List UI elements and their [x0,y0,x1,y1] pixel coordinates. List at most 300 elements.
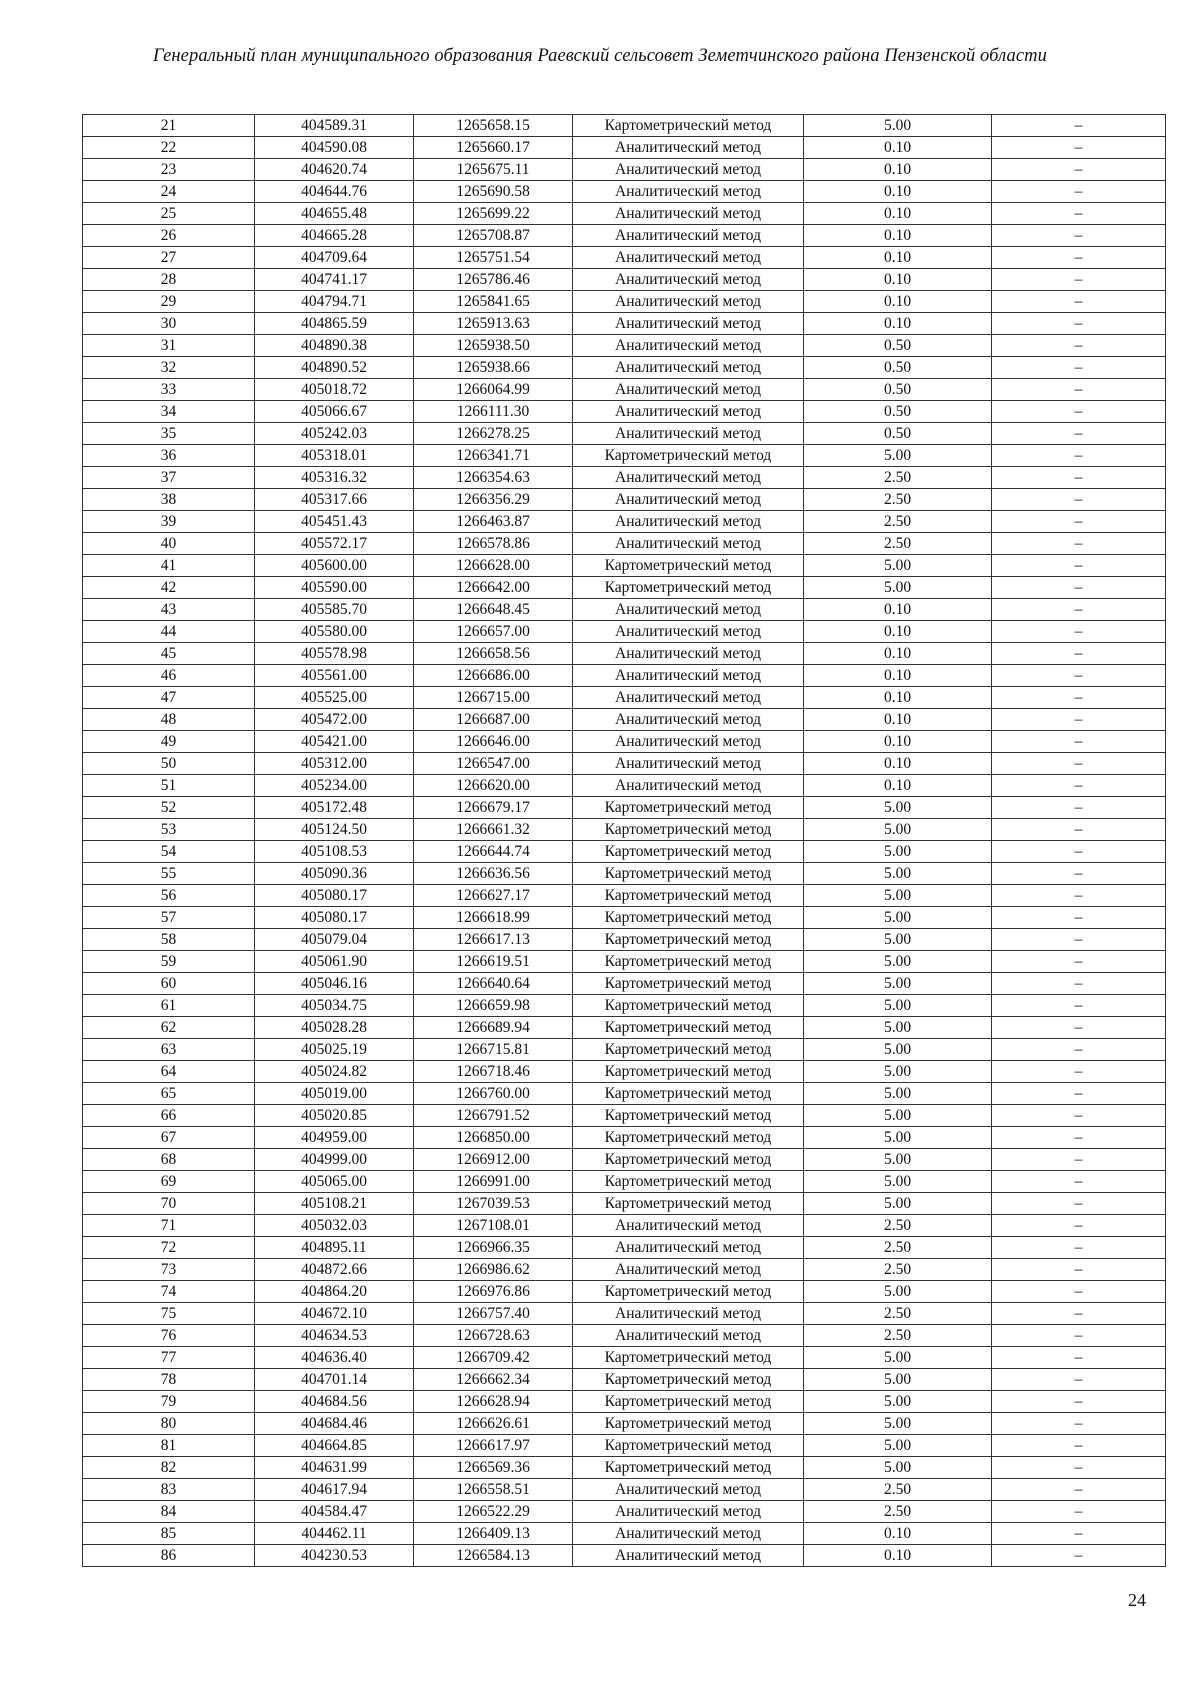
method-cell: Аналитический метод [573,313,804,335]
method-cell: Картометрический метод [573,1435,804,1457]
table-row [83,247,1166,269]
table-row [83,423,1166,445]
x-coordinate-cell: 405572.17 [255,533,414,555]
method-cell: Картометрический метод [573,1039,804,1061]
note-cell: – [992,357,1166,379]
accuracy-cell: 0.10 [804,731,992,753]
table-body [83,115,1166,1567]
method-cell: Аналитический метод [573,181,804,203]
note-cell: – [992,335,1166,357]
y-coordinate-cell: 1266687.00 [414,709,573,731]
point-number-cell: 33 [83,379,255,401]
method-cell: Аналитический метод [573,687,804,709]
table-row [83,1413,1166,1435]
method-cell: Картометрический метод [573,1369,804,1391]
y-coordinate-cell: 1266640.64 [414,973,573,995]
point-number-cell: 26 [83,225,255,247]
point-number-cell: 50 [83,753,255,775]
y-coordinate-cell: 1266986.62 [414,1259,573,1281]
note-cell: – [992,1435,1166,1457]
method-cell: Картометрический метод [573,885,804,907]
point-number-cell: 77 [83,1347,255,1369]
table-row [83,1545,1166,1567]
x-coordinate-cell: 405234.00 [255,775,414,797]
table-row [83,1017,1166,1039]
table-row [83,1237,1166,1259]
y-coordinate-cell: 1266626.61 [414,1413,573,1435]
note-cell: – [992,1171,1166,1193]
y-coordinate-cell: 1266522.29 [414,1501,573,1523]
y-coordinate-cell: 1265675.11 [414,159,573,181]
note-cell: – [992,973,1166,995]
accuracy-cell: 5.00 [804,1457,992,1479]
x-coordinate-cell: 404864.20 [255,1281,414,1303]
table-row [83,863,1166,885]
note-cell: – [992,819,1166,841]
method-cell: Картометрический метод [573,797,804,819]
table-row [83,291,1166,313]
accuracy-cell: 0.10 [804,1545,992,1567]
accuracy-cell: 0.10 [804,643,992,665]
y-coordinate-cell: 1266111.30 [414,401,573,423]
note-cell: – [992,555,1166,577]
note-cell: – [992,313,1166,335]
x-coordinate-cell: 405032.03 [255,1215,414,1237]
accuracy-cell: 5.00 [804,555,992,577]
accuracy-cell: 5.00 [804,973,992,995]
method-cell: Аналитический метод [573,1523,804,1545]
note-cell: – [992,841,1166,863]
y-coordinate-cell: 1265841.65 [414,291,573,313]
method-cell: Аналитический метод [573,1545,804,1567]
accuracy-cell: 0.10 [804,137,992,159]
note-cell: – [992,1479,1166,1501]
point-number-cell: 44 [83,621,255,643]
y-coordinate-cell: 1266619.51 [414,951,573,973]
x-coordinate-cell: 405316.32 [255,467,414,489]
table-row [83,907,1166,929]
table-row [83,1347,1166,1369]
y-coordinate-cell: 1266547.00 [414,753,573,775]
accuracy-cell: 2.50 [804,1501,992,1523]
note-cell: – [992,995,1166,1017]
table-row [83,489,1166,511]
point-number-cell: 35 [83,423,255,445]
table-row [83,1523,1166,1545]
accuracy-cell: 5.00 [804,907,992,929]
point-number-cell: 62 [83,1017,255,1039]
method-cell: Аналитический метод [573,1259,804,1281]
point-number-cell: 59 [83,951,255,973]
table-row [83,577,1166,599]
note-cell: – [992,1303,1166,1325]
method-cell: Аналитический метод [573,511,804,533]
accuracy-cell: 5.00 [804,1017,992,1039]
x-coordinate-cell: 404794.71 [255,291,414,313]
accuracy-cell: 5.00 [804,1193,992,1215]
note-cell: – [992,1259,1166,1281]
table-row [83,203,1166,225]
table-row [83,1127,1166,1149]
method-cell: Картометрический метод [573,863,804,885]
y-coordinate-cell: 1266636.56 [414,863,573,885]
accuracy-cell: 0.10 [804,665,992,687]
x-coordinate-cell: 405312.00 [255,753,414,775]
note-cell: – [992,467,1166,489]
accuracy-cell: 2.50 [804,1237,992,1259]
x-coordinate-cell: 405019.00 [255,1083,414,1105]
note-cell: – [992,1039,1166,1061]
accuracy-cell: 0.10 [804,599,992,621]
x-coordinate-cell: 404655.48 [255,203,414,225]
accuracy-cell: 2.50 [804,1259,992,1281]
y-coordinate-cell: 1265699.22 [414,203,573,225]
method-cell: Аналитический метод [573,467,804,489]
y-coordinate-cell: 1266356.29 [414,489,573,511]
point-number-cell: 51 [83,775,255,797]
point-number-cell: 73 [83,1259,255,1281]
note-cell: – [992,1413,1166,1435]
table-row [83,643,1166,665]
y-coordinate-cell: 1266618.99 [414,907,573,929]
note-cell: – [992,929,1166,951]
note-cell: – [992,445,1166,467]
note-cell: – [992,797,1166,819]
coordinates-table [82,114,1166,1567]
x-coordinate-cell: 405034.75 [255,995,414,1017]
x-coordinate-cell: 405561.00 [255,665,414,687]
note-cell: – [992,1347,1166,1369]
y-coordinate-cell: 1266976.86 [414,1281,573,1303]
point-number-cell: 65 [83,1083,255,1105]
y-coordinate-cell: 1266912.00 [414,1149,573,1171]
method-cell: Аналитический метод [573,137,804,159]
page-number: 24 [1128,1590,1146,1610]
note-cell: – [992,577,1166,599]
note-cell: – [992,753,1166,775]
point-number-cell: 22 [83,137,255,159]
note-cell: – [992,137,1166,159]
accuracy-cell: 5.00 [804,445,992,467]
x-coordinate-cell: 405242.03 [255,423,414,445]
x-coordinate-cell: 404890.38 [255,335,414,357]
method-cell: Аналитический метод [573,489,804,511]
method-cell: Аналитический метод [573,269,804,291]
point-number-cell: 54 [83,841,255,863]
accuracy-cell: 0.50 [804,379,992,401]
point-number-cell: 63 [83,1039,255,1061]
method-cell: Картометрический метод [573,1347,804,1369]
y-coordinate-cell: 1265660.17 [414,137,573,159]
point-number-cell: 69 [83,1171,255,1193]
table-row [83,159,1166,181]
accuracy-cell: 2.50 [804,1325,992,1347]
point-number-cell: 37 [83,467,255,489]
table-row [83,137,1166,159]
y-coordinate-cell: 1266728.63 [414,1325,573,1347]
table-row [83,929,1166,951]
table-row [83,621,1166,643]
note-cell: – [992,379,1166,401]
accuracy-cell: 5.00 [804,819,992,841]
note-cell: – [992,247,1166,269]
note-cell: – [992,1501,1166,1523]
method-cell: Картометрический метод [573,995,804,1017]
table-row [83,357,1166,379]
note-cell: – [992,643,1166,665]
point-number-cell: 23 [83,159,255,181]
point-number-cell: 21 [83,115,255,137]
point-number-cell: 49 [83,731,255,753]
table-row [83,313,1166,335]
note-cell: – [992,159,1166,181]
table-row [83,533,1166,555]
x-coordinate-cell: 405061.90 [255,951,414,973]
accuracy-cell: 0.10 [804,269,992,291]
y-coordinate-cell: 1265913.63 [414,313,573,335]
y-coordinate-cell: 1266661.32 [414,819,573,841]
x-coordinate-cell: 405318.01 [255,445,414,467]
method-cell: Аналитический метод [573,225,804,247]
point-number-cell: 72 [83,1237,255,1259]
accuracy-cell: 5.00 [804,1105,992,1127]
table-row [83,1435,1166,1457]
table-row [83,555,1166,577]
accuracy-cell: 5.00 [804,1435,992,1457]
accuracy-cell: 2.50 [804,1303,992,1325]
note-cell: – [992,1325,1166,1347]
x-coordinate-cell: 405079.04 [255,929,414,951]
point-number-cell: 43 [83,599,255,621]
y-coordinate-cell: 1266644.74 [414,841,573,863]
table-row [83,951,1166,973]
y-coordinate-cell: 1266646.00 [414,731,573,753]
note-cell: – [992,1545,1166,1567]
method-cell: Картометрический метод [573,973,804,995]
y-coordinate-cell: 1266584.13 [414,1545,573,1567]
note-cell: – [992,1281,1166,1303]
table-row [83,995,1166,1017]
table-row [83,1083,1166,1105]
method-cell: Картометрический метод [573,1413,804,1435]
accuracy-cell: 0.10 [804,159,992,181]
note-cell: – [992,1391,1166,1413]
x-coordinate-cell: 405317.66 [255,489,414,511]
x-coordinate-cell: 405472.00 [255,709,414,731]
method-cell: Аналитический метод [573,291,804,313]
note-cell: – [992,863,1166,885]
note-cell: – [992,291,1166,313]
x-coordinate-cell: 405421.00 [255,731,414,753]
note-cell: – [992,1215,1166,1237]
accuracy-cell: 0.10 [804,1523,992,1545]
point-number-cell: 29 [83,291,255,313]
method-cell: Картометрический метод [573,577,804,599]
note-cell: – [992,885,1166,907]
y-coordinate-cell: 1266642.00 [414,577,573,599]
note-cell: – [992,1523,1166,1545]
table-row [83,1391,1166,1413]
accuracy-cell: 5.00 [804,577,992,599]
table-row [83,467,1166,489]
y-coordinate-cell: 1265708.87 [414,225,573,247]
x-coordinate-cell: 405580.00 [255,621,414,643]
y-coordinate-cell: 1266715.00 [414,687,573,709]
y-coordinate-cell: 1266558.51 [414,1479,573,1501]
y-coordinate-cell: 1266064.99 [414,379,573,401]
table-row [83,181,1166,203]
y-coordinate-cell: 1266628.00 [414,555,573,577]
note-cell: – [992,533,1166,555]
table-row [83,1457,1166,1479]
y-coordinate-cell: 1266278.25 [414,423,573,445]
method-cell: Аналитический метод [573,423,804,445]
point-number-cell: 28 [83,269,255,291]
method-cell: Аналитический метод [573,731,804,753]
x-coordinate-cell: 404665.28 [255,225,414,247]
table-row [83,511,1166,533]
note-cell: – [992,709,1166,731]
accuracy-cell: 0.10 [804,313,992,335]
y-coordinate-cell: 1266662.34 [414,1369,573,1391]
method-cell: Аналитический метод [573,753,804,775]
point-number-cell: 67 [83,1127,255,1149]
y-coordinate-cell: 1265938.50 [414,335,573,357]
x-coordinate-cell: 405028.28 [255,1017,414,1039]
x-coordinate-cell: 404664.85 [255,1435,414,1457]
note-cell: – [992,511,1166,533]
x-coordinate-cell: 405018.72 [255,379,414,401]
table-row [83,665,1166,687]
x-coordinate-cell: 404741.17 [255,269,414,291]
y-coordinate-cell: 1266409.13 [414,1523,573,1545]
accuracy-cell: 0.10 [804,203,992,225]
point-number-cell: 47 [83,687,255,709]
point-number-cell: 55 [83,863,255,885]
note-cell: – [992,1017,1166,1039]
point-number-cell: 38 [83,489,255,511]
method-cell: Картометрический метод [573,1017,804,1039]
y-coordinate-cell: 1266709.42 [414,1347,573,1369]
point-number-cell: 57 [83,907,255,929]
y-coordinate-cell: 1266689.94 [414,1017,573,1039]
point-number-cell: 27 [83,247,255,269]
x-coordinate-cell: 404617.94 [255,1479,414,1501]
y-coordinate-cell: 1266966.35 [414,1237,573,1259]
x-coordinate-cell: 404631.99 [255,1457,414,1479]
point-number-cell: 78 [83,1369,255,1391]
point-number-cell: 36 [83,445,255,467]
accuracy-cell: 5.00 [804,1413,992,1435]
method-cell: Картометрический метод [573,819,804,841]
method-cell: Аналитический метод [573,1303,804,1325]
table-row [83,1149,1166,1171]
point-number-cell: 75 [83,1303,255,1325]
table-row [83,335,1166,357]
point-number-cell: 40 [83,533,255,555]
note-cell: – [992,665,1166,687]
point-number-cell: 46 [83,665,255,687]
table-row [83,687,1166,709]
x-coordinate-cell: 404462.11 [255,1523,414,1545]
point-number-cell: 80 [83,1413,255,1435]
table-row [83,599,1166,621]
x-coordinate-cell: 405066.67 [255,401,414,423]
method-cell: Аналитический метод [573,379,804,401]
table-row [83,819,1166,841]
accuracy-cell: 0.10 [804,247,992,269]
y-coordinate-cell: 1266569.36 [414,1457,573,1479]
y-coordinate-cell: 1266760.00 [414,1083,573,1105]
point-number-cell: 64 [83,1061,255,1083]
note-cell: – [992,1457,1166,1479]
point-number-cell: 60 [83,973,255,995]
y-coordinate-cell: 1266659.98 [414,995,573,1017]
y-coordinate-cell: 1266341.71 [414,445,573,467]
accuracy-cell: 5.00 [804,1171,992,1193]
x-coordinate-cell: 404230.53 [255,1545,414,1567]
x-coordinate-cell: 404589.31 [255,115,414,137]
y-coordinate-cell: 1266991.00 [414,1171,573,1193]
accuracy-cell: 0.10 [804,225,992,247]
table-row [83,1369,1166,1391]
y-coordinate-cell: 1266718.46 [414,1061,573,1083]
y-coordinate-cell: 1266617.13 [414,929,573,951]
method-cell: Аналитический метод [573,1501,804,1523]
x-coordinate-cell: 404709.64 [255,247,414,269]
accuracy-cell: 5.00 [804,995,992,1017]
table-row [83,709,1166,731]
accuracy-cell: 0.50 [804,423,992,445]
table-row [83,1171,1166,1193]
method-cell: Аналитический метод [573,203,804,225]
method-cell: Аналитический метод [573,401,804,423]
point-number-cell: 34 [83,401,255,423]
accuracy-cell: 0.10 [804,687,992,709]
accuracy-cell: 5.00 [804,863,992,885]
note-cell: – [992,115,1166,137]
note-cell: – [992,269,1166,291]
accuracy-cell: 0.10 [804,181,992,203]
note-cell: – [992,1369,1166,1391]
table-row [83,1193,1166,1215]
table-row [83,1105,1166,1127]
y-coordinate-cell: 1265690.58 [414,181,573,203]
point-number-cell: 70 [83,1193,255,1215]
note-cell: – [992,1193,1166,1215]
accuracy-cell: 5.00 [804,797,992,819]
document-header: Генеральный план муниципального образования Раевский сельсовет Земетчинского района Пензенской области [153,46,1047,66]
point-number-cell: 24 [83,181,255,203]
method-cell: Картометрический метод [573,951,804,973]
note-cell: – [992,907,1166,929]
y-coordinate-cell: 1266686.00 [414,665,573,687]
x-coordinate-cell: 404590.08 [255,137,414,159]
table-row [83,1259,1166,1281]
table-row [83,1061,1166,1083]
y-coordinate-cell: 1266648.45 [414,599,573,621]
method-cell: Картометрический метод [573,1457,804,1479]
table-row [83,269,1166,291]
accuracy-cell: 5.00 [804,929,992,951]
y-coordinate-cell: 1266620.00 [414,775,573,797]
y-coordinate-cell: 1266658.56 [414,643,573,665]
y-coordinate-cell: 1265938.66 [414,357,573,379]
y-coordinate-cell: 1266627.17 [414,885,573,907]
table-row [83,401,1166,423]
accuracy-cell: 0.10 [804,753,992,775]
point-number-cell: 74 [83,1281,255,1303]
